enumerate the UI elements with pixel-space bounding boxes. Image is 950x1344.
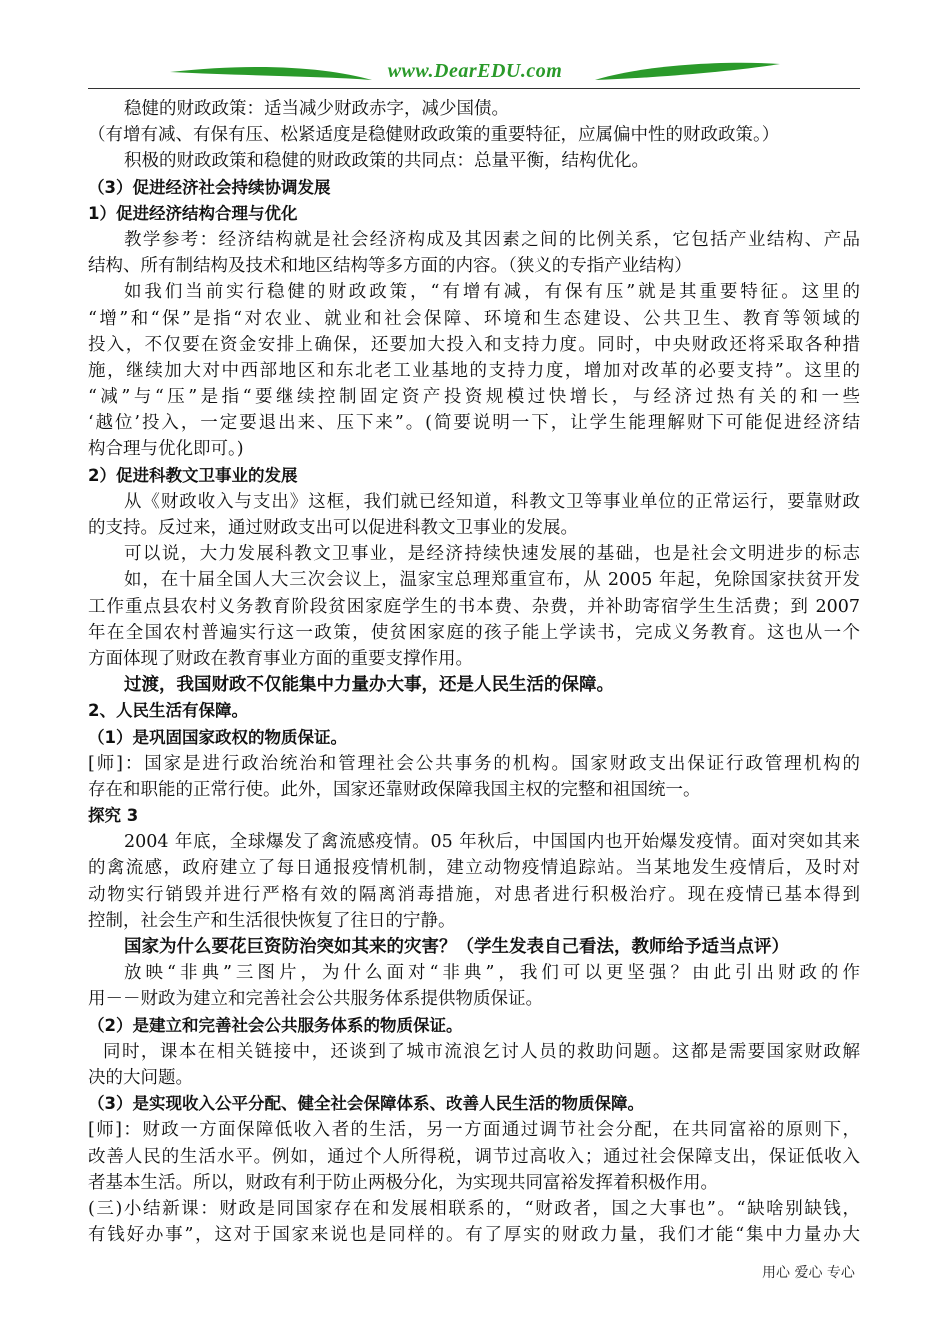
text-line: 投入，不仅要在资金安排上确保，还要加大投入和支持力度。同时，中央财政还将采取各种措 (88, 334, 860, 355)
text-line: 用－－财政为建立和完善社会公共服务体系提供物质保证。 (88, 989, 543, 1010)
text-line: 如我们当前实行稳健的财政政策，“有增有减，有保有压”就是其重要特征。这里的 (124, 282, 860, 303)
text-line: 构合理与优化即可。) (88, 439, 244, 460)
text-line: 决的大问题。 (88, 1067, 193, 1088)
text-line: 存在和职能的正常行使。此外，国家还靠财政保障我国主权的完整和祖国统一。 (88, 779, 701, 800)
text-line: 2004 年底，全球爆发了禽流感疫情。05 年秋后，中国国内也开始爆发疫情。面对突如其来 (124, 832, 860, 853)
document-body (88, 96, 860, 1248)
text-line: 可以说，大力发展科教文卫事业，是经济持续快速发展的基础，也是社会文明进步的标志 (124, 544, 860, 565)
section-heading: 2、人民生活有保障。 (88, 701, 248, 721)
text-line: 动物实行销毁并进行严格有效的隔离消毒措施，对患者进行积极治疗。现在疫情已基本得到 (88, 884, 860, 905)
text-line: 的支持。反过来，通过财政支出可以促进科教文卫事业的发展。 (88, 518, 578, 538)
text-line: [师]：国家是进行政治统治和管理社会公共事务的机构。国家财政支出保证行政管理机构的 (88, 753, 860, 774)
text-line: 施，继续加大对中西部地区和东北老工业基地的支持力度，增加对改革的必要支持”。这里的 (88, 360, 860, 381)
text-line: 从《财政收入与支出》这框，我们就已经知道，科教文卫等事业单位的正常运行，要靠财政 (124, 491, 860, 512)
text-line: 过渡，我国财政不仅能集中力量办大事，还是人民生活的保障。 (124, 675, 614, 696)
text-line: 的禽流感，政府建立了每日通报疫情机制，建立动物疫情追踪站。当某地发生疫情后，及时对 (88, 858, 860, 879)
text-line: 年在全国农村普遍实行这一政策，使贫困家庭的孩子能上学读书，完成义务教育。这也从一个 (88, 622, 860, 643)
text-line: 国家为什么要花巨资防治突如其来的灾害？（学生发表自己看法，教师给予适当点评） (124, 937, 789, 957)
page-header (0, 0, 950, 100)
section-heading: （1）是巩固国家政权的物质保证。 (88, 727, 347, 747)
text-line: 如，在十届全国人大三次会议上，温家宝总理郑重宣布，从 2005 年起，免除国家扶贫开发 (124, 570, 860, 591)
text-line: 方面体现了财政在教育事业方面的重要支撑作用。 (88, 648, 473, 669)
text-line: (三)小结新课：财政是同国家存在和发展相联系的，“财政者，国之大事也”。“缺啥别缺钱， (88, 1198, 860, 1219)
text-line: 积极的财政政策和稳健的财政政策的共同点：总量平衡，结构优化。 (124, 151, 649, 172)
text-line: 工作重点县农村义务教育阶段贫困家庭学生的书本费、杂费，并补助寄宿学生生活费；到 2007 (88, 596, 860, 617)
text-line: [师]：财政一方面保障低收入者的生活，另一方面通过调节社会分配，在共同富裕的原则下， (88, 1120, 860, 1141)
section-heading: （2）是建立和完善社会公共服务体系的物质保证。 (88, 1015, 463, 1035)
text-line: “增”和“保”是指“对农业、就业和社会保障、环境和生态建设、公共卫生、教育等领域的 (88, 308, 860, 329)
text-line: 控制，社会生产和生活很快恢复了往日的宁静。 (88, 910, 456, 931)
text-line: （有增有减、有保有压、松紧适度是稳健财政政策的重要特征，应属偏中性的财政政策。） (88, 125, 780, 146)
text-line: “减”与“压”是指“要继续控制固定资产投资规模过快增长，与经济过热有关的和一些 (88, 387, 860, 408)
section-heading: 探究 3 (88, 806, 139, 826)
section-heading: （3）是实现收入公平分配、健全社会保障体系、改善人民生活的物质保障。 (88, 1094, 644, 1114)
header-rule (88, 88, 860, 89)
section-heading: （3）促进经济社会持续协调发展 (88, 177, 331, 197)
text-line: 同时，课本在相关链接中，还谈到了城市流浪乞讨人员的救助问题。这都是需要国家财政解 (103, 1041, 860, 1062)
text-line: 结构、所有制结构及技术和地区结构等多方面的内容。（狭义的专指产业结构） (88, 256, 692, 277)
text-line: 改善人民的生活水平。例如，通过个人所得税，调节过高收入；通过社会保障支出，保证低收入 (88, 1146, 860, 1167)
section-heading: 1）促进经济结构合理与优化 (88, 203, 298, 223)
footer-text: 用心 爱心 专心 (762, 1265, 855, 1281)
text-line: 有钱好办事”，这对于国家来说也是同样的。有了厚实的财政力量，我们才能“集中力量办大 (88, 1225, 860, 1246)
logo-swoosh-icon (0, 0, 950, 100)
text-line: 稳健的财政政策：适当减少财政赤字，减少国债。 (124, 99, 509, 119)
text-line: 者基本生活。所以，财政有利于防止两极分化，为实现共同富裕发挥着积极作用。 (88, 1172, 718, 1193)
text-line: 放映“非典”三图片，为什么面对“非典”，我们可以更坚强？由此引出财政的作 (124, 963, 860, 984)
section-heading: 2）促进科教文卫事业的发展 (88, 465, 298, 485)
site-logo-text[interactable]: www.DearEDU.com (387, 60, 563, 82)
text-line: ‘越位’投入，一定要退出来、压下来”。(简要说明一下，让学生能理解财下可能促进经济结 (88, 413, 860, 434)
text-line: 教学参考：经济结构就是社会经济构成及其因素之间的比例关系，它包括产业结构、产品 (124, 229, 860, 250)
